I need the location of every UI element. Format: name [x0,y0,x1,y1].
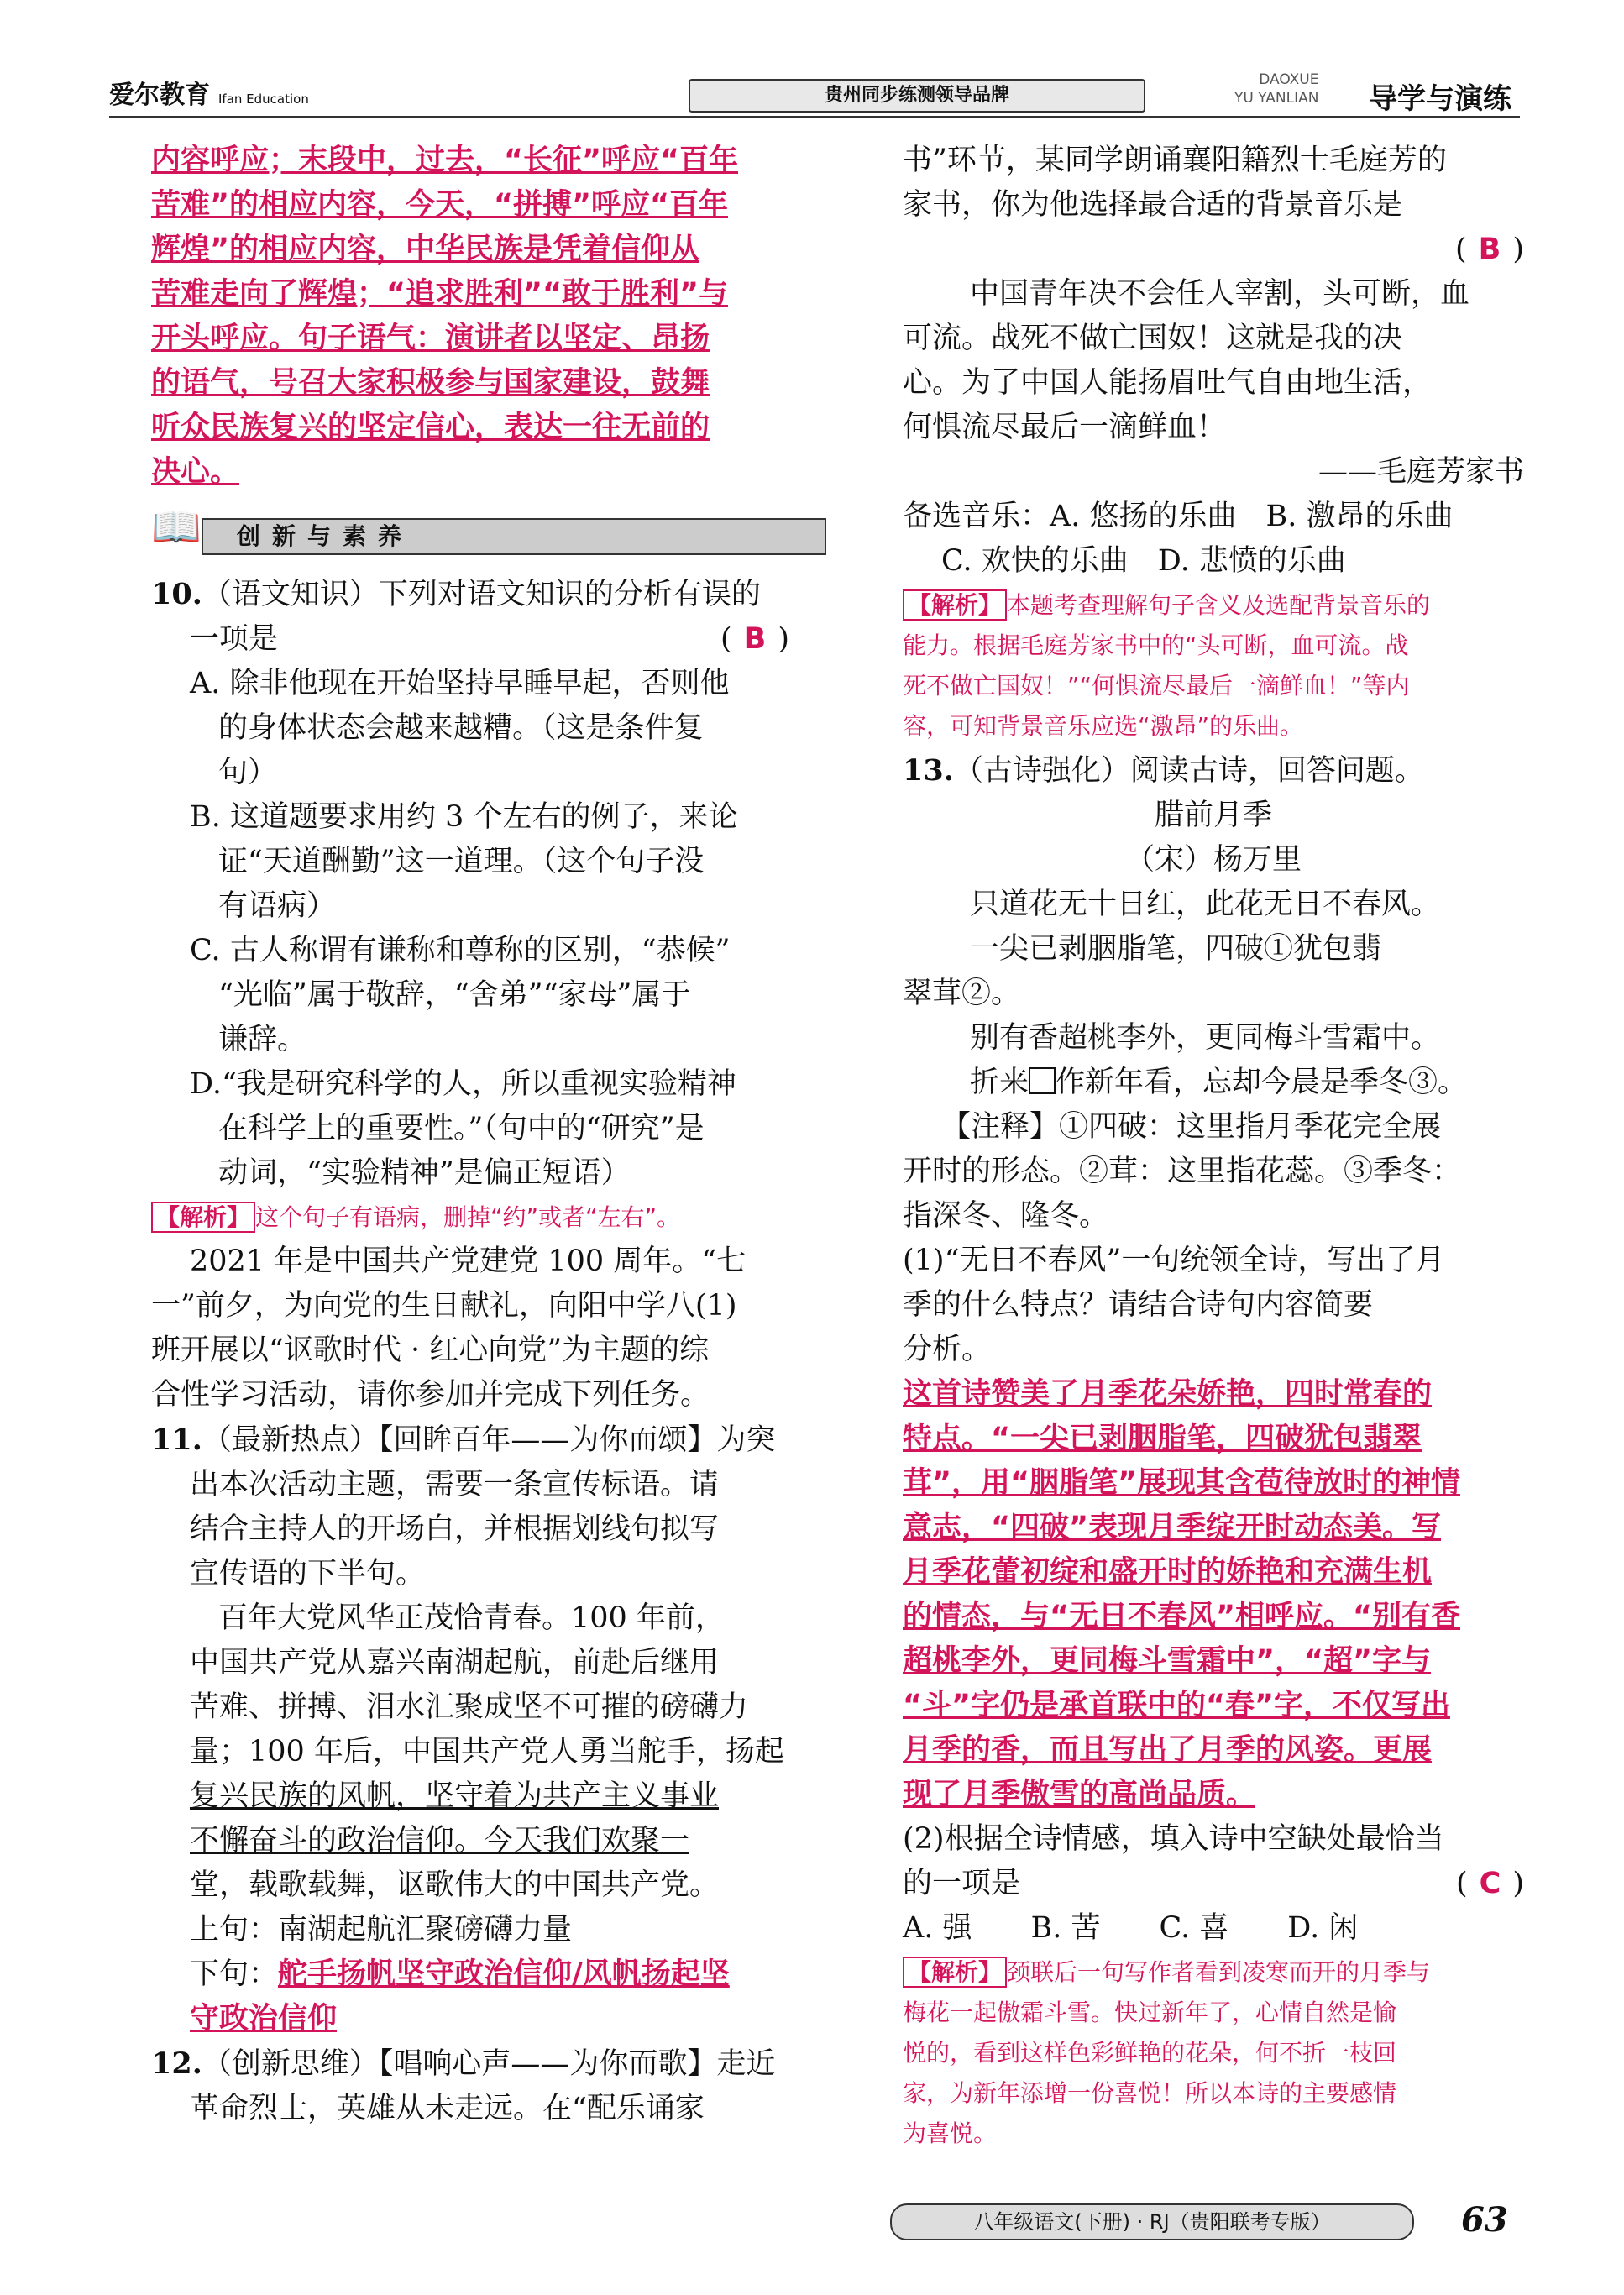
question-11: 11.（最新热点）【回眸百年——为你而颂】为突 出本次活动主题，需要一条宣传标语。请 结合主持人的开场白，并根据划线句拟写 宣传语的下半句。 百年大党风华正茂恰青春。100 年前， 中国共产党从嘉兴南湖起航，前赴后继用 苦难、拼搏、泪水汇聚成坚不可摧的磅礴力 量；100 年后，中国共产党人勇当舵手，扬起 复兴民族的风帆，坚守着为共产主义事业 不懈奋斗的政治信仰。今天我们欢聚一 堂，载歌载舞，讴歌伟大的中国共产党。 上句：南湖起航汇聚磅礴力量 下句：舵手扬帆坚守政治信仰/风帆扬起坚 守政治信仰 [151,1423,784,2036]
poem-title: 腊前月季 [1154,799,1272,832]
analysis: 【解析】 这个句子有语病，删掉“约”或者“左右”。 [151,1199,789,1236]
blank-box [1029,1067,1056,1094]
section-banner: 📖 创新与素养 [151,503,789,562]
series-title: 导学与演练 [1369,82,1511,116]
activity-intro: 2021 年是中国共产党建党 100 周年。“七 一”前夕，为向党的生日献礼，向阳中学八(1) 班开展以“讴歌时代 · 红心向党”为主题的综 合性学习活动，请你参加并完成下列任务。 [151,1244,747,1412]
book-icon: 📖 [151,504,202,551]
question-13: 13.（古诗强化）阅读古诗，回答问题。 腊前月季 （宋）杨万里 只道花无十日红，此花无日不春风。 一尖已剥胭脂笔，四破①犹包翡 翠茸②。 别有香超桃李外，更同梅斗雪霜中。 折来 作新年看，忘却今晨是季冬③。 【注释】①四破：这里指月季花完全展 开时的形态。②茸：这里指花蕊。③季冬： 指深冬、隆冬。 (1)“无日不春风”一句统领全诗，写出了月 季的什么特点？请结合诗句内容简要 分析。 这首诗赞美了月季花朵娇艳，四时常春的 特点。“一尖已剥胭脂笔，四破犹包翡翠 茸”，用“胭脂笔”展现其含苞待放时的神情 意志，“四破”表现月季绽开时动态美。写 月季花蕾初绽和盛开时的娇艳和充满生机 的情态，与“无日不春风”相呼应。“别有香 超桃李外，更同梅斗雪霜中”，“超”字与 “斗”字仍是承首联中的“春”字，不仅写出 月季的香，而且写出了月季的风姿。更展 现了月季傲雪的高尚品质。 (2)根据全诗情感，填入诗中空缺处最恰当 的一项是 ( C ) A. 强 B. 苦 C. 喜 D. 闲 【解析】 颈联后一句写作者看到凌寒而开的月季与 梅花一起傲霜斗雪。快过新年了，心情自然是愉 悦的，看到这样色彩鲜艳的花朵，何不折一枝回 家，为新年添增一份喜悦！所以本诗的主要感情 为喜悦。 [903,753,1524,2147]
series-romanized: DAOXUE YU YANLIAN [1234,71,1319,107]
page-footer [890,2200,1528,2242]
right-column [903,139,1524,2156]
publisher-logo: 爱尔教育 Ifan Education [109,81,309,110]
question-12: 12.（创新思维）【唱响心声——为你而歌】走近 革命烈士，英雄从未走远。在“配乐诵家 [151,2046,776,2125]
answer-mark: B [1478,233,1501,266]
q11-answer: 舵手扬帆坚守政治信仰/风帆扬起坚 [278,1957,730,1991]
answer-mark: C [1479,1867,1501,1900]
page-number: 63 [1461,2200,1508,2240]
question-12-continued: 书”环节，某同学朗诵襄阳籍烈士毛庭芳的 家书，你为他选择最合适的背景音乐是 ( B ) 中国青年决不会任人宰割，头可断，血 可流。战死不做亡国奴！这就是我的决 心。为了中国人能扬眉吐气自由地生活， 何惧流尽最后一滴鲜血！ ——毛庭芳家书 备选音乐：A. 悠扬的乐曲 B. 激昂的乐曲 C. 欢快的乐曲 D. 悲愤的乐曲 【解析】 本题考查理解句子含义及选配背景音乐的 能力。根据毛庭芳家书中的“头可断，血可流。战 死不做亡国奴！”“何惧流尽最后一滴鲜血！”等内 容，可知背景音乐应选“激昂”的乐曲。 [903,144,1524,740]
question-10: 10.（语文知识）下列对语文知识的分析有误的 一项是 ( B ) A. 除非他现在开始坚持早睡早起，否则他 的身体状态会越来越糟。（这是条件复 句） B. 这道题要求用约 3 个左右的例子，来论 证“天道酬勤”这一道理。（这个句子没 有语病） C. 古人称谓有谦称和尊称的区别，“恭候” “光临”属于敬辞，“舍弟”“家母”属于 谦辞。 D.“我是研究科学的人，所以重视实验精神 在科学上的重要性。”（句中的“研究”是 动词，“实验精神”是偏正短语） 【解析】 这个句子有语病，删掉“约”或者“左右”。 [151,572,789,1236]
page-header [109,67,1520,126]
poem-author: （宋）杨万里 [1124,843,1302,877]
answer-mark: B [743,622,767,656]
left-column [151,139,789,2131]
prev-answer: 内容呼应；末段中，过去，“长征”呼应“百年 苦难”的相应内容，今天，“拼搏”呼应“百年 辉煌”的相应内容，中华民族是凭着信仰从 苦难走向了辉煌；“追求胜利”“敢于胜利”与 开头呼应。句子语气：演讲者以坚定、昂扬 的语气，号召大家积极参与国家建设，鼓舞 听众民族复兴的坚定信心，表达一往无前的 决心。 [151,144,739,489]
book-label: 八年级语文(下册) · RJ（贵阳联考专版） [890,2203,1414,2240]
analysis: 【解析】 本题考查理解句子含义及选配背景音乐的 [903,587,1524,624]
header-rule [109,116,1520,118]
brand-banner: 贵州同步练测领导品牌 [689,79,1145,113]
analysis: 【解析】 颈联后一句写作者看到凌寒而开的月季与 [903,1954,1524,1991]
q13-1-answer: 这首诗赞美了月季花朵娇艳，四时常春的 特点。“一尖已剥胭脂笔，四破犹包翡翠 茸”，用“胭脂笔”展现其含苞待放时的神情 意志，“四破”表现月季绽开时动态美。写 月季花蕾初绽和盛开时的娇艳和充满生机 的情态，与“无日不春风”相呼应。“别有香 超桃李外，更同梅斗雪霜中”，“超”字与 “斗”字仍是承首联中的“春”字，不仅写出 月季的香，而且写出了月季的风姿。更展 现了月季傲雪的高尚品质。 [903,1377,1461,1811]
